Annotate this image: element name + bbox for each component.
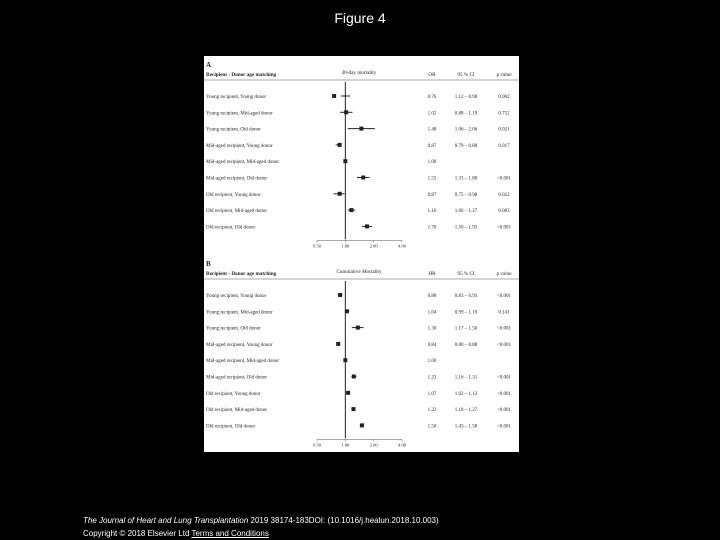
estimate-marker [344, 110, 348, 114]
journal-name: The Journal of Heart and Lung Transplantation [83, 516, 249, 525]
x-axis-tick-label: 0.50 [313, 243, 321, 249]
row-label: Mid-aged recipient, Mid-aged donor [206, 359, 280, 365]
ci-value: 0.83 – 0.93 [454, 294, 478, 299]
row-label: Old recipient, Old donor [206, 424, 256, 430]
x-axis-tick-label: 2.00 [369, 243, 378, 249]
ratio-value: 1.02 [427, 111, 437, 117]
ratio-value: 1.55 [427, 176, 437, 182]
p-value: 0.002 [498, 95, 510, 100]
ci-value: 0.99 – 1.10 [454, 310, 478, 316]
p-value: <0.001 [496, 326, 512, 332]
ci-value: 0.79 – 0.88 [454, 143, 478, 149]
row-label: Old recipient, Young donor [206, 391, 261, 397]
ratio-value: 1.07 [427, 391, 437, 397]
p-value: 0.752 [498, 111, 510, 117]
column-header-p: p value [496, 72, 512, 78]
estimate-marker [356, 326, 360, 330]
column-header-outcome: Cumulative Mortality [336, 269, 382, 275]
slide-title: Figure 4 [334, 10, 386, 26]
ratio-value: 1.23 [427, 375, 437, 381]
p-value: <0.001 [496, 391, 512, 397]
ci-value: 1.06 – 2.06 [454, 127, 478, 133]
ci-value: 0.80 – 0.88 [454, 342, 478, 348]
column-header-ci: 95 % CI [457, 72, 475, 78]
ci-value: 1.50 – 1.93 [454, 225, 478, 231]
column-header-ci: 95 % CI [457, 271, 475, 277]
estimate-marker [349, 208, 353, 212]
panel-label: A [206, 61, 212, 69]
row-label: Mid-aged recipient, Old donor [206, 375, 268, 381]
p-value: <0.001 [496, 225, 512, 231]
ci-value: 1.12 – 0.90 [454, 95, 478, 100]
estimate-marker [361, 176, 365, 180]
forest-plot-svg [204, 56, 519, 452]
row-label: Old recipient, Young donor [206, 192, 261, 198]
row-label: Young recipient, Young donor [206, 95, 267, 100]
x-axis-tick-label: 1.00 [341, 243, 350, 249]
p-value: <0.001 [496, 375, 512, 381]
x-axis-tick-label: 0.50 [313, 442, 321, 448]
estimate-marker [351, 407, 355, 411]
ratio-value: 1.00 [427, 160, 437, 166]
estimate-marker [343, 358, 347, 362]
ratio-value: 0.87 [427, 143, 437, 149]
forest-plot-figure [204, 56, 519, 452]
ratio-value: 0.84 [427, 342, 437, 348]
estimate-marker [338, 293, 342, 297]
column-header-p: p value [496, 271, 512, 277]
estimate-marker [332, 94, 336, 98]
terms-link[interactable]: Terms and Conditions [191, 529, 269, 538]
ci-value: 1.02 – 1.12 [454, 391, 478, 397]
estimate-marker [338, 192, 342, 196]
row-label: Mid-aged recipient, Young donor [206, 342, 273, 348]
x-axis-tick-label: 4.00 [398, 243, 406, 249]
ratio-value: 1.50 [427, 424, 437, 430]
p-value: 0.022 [498, 192, 510, 198]
p-value: 0.141 [498, 310, 510, 316]
estimate-marker [336, 342, 340, 346]
p-value: 0.021 [498, 127, 510, 133]
ratio-value: 1.70 [427, 225, 437, 231]
ratio-value: 1.36 [427, 326, 437, 332]
x-axis-tick-label: 4.00 [398, 442, 406, 448]
ci-value: 1.18 – 1.27 [454, 408, 478, 414]
ci-value: 0.88 – 1.19 [454, 111, 478, 117]
figure-caption [83, 515, 439, 538]
row-label: Old recipient, Old donor [206, 225, 256, 231]
row-label: Old recipient, Mid-aged donor [206, 408, 268, 414]
copyright-text: Copyright © 2018 Elsevier Ltd [83, 529, 192, 538]
ci-value: 1.06 – 1.27 [454, 209, 478, 215]
ci-value: 1.16 – 1.31 [454, 375, 478, 381]
column-header-name: Recipient - Donor age matching [206, 271, 277, 277]
p-value: 0.003 [498, 209, 510, 215]
ci-value: 0.75 – 0.98 [454, 192, 478, 198]
ratio-value: 1.22 [427, 408, 437, 414]
estimate-marker [346, 391, 350, 395]
p-value: <0.001 [496, 424, 512, 430]
column-header-ratio: HR [428, 271, 436, 277]
estimate-marker [365, 224, 369, 228]
p-value: <0.001 [496, 294, 512, 299]
x-axis-tick-label: 2.00 [369, 442, 378, 448]
ratio-value: 1.00 [427, 359, 437, 365]
x-axis-tick-label: 1.00 [341, 442, 350, 448]
ratio-value: 1.04 [427, 310, 437, 316]
ratio-value: 0.87 [427, 192, 437, 198]
estimate-marker [345, 309, 349, 313]
ratio-value: 0.76 [427, 95, 437, 100]
ci-value: 1.33 – 1.80 [454, 176, 478, 182]
p-value: 0.017 [498, 143, 510, 149]
p-value: <0.001 [496, 408, 512, 414]
row-label: Old recipient, Mid-aged donor [206, 209, 268, 215]
column-header-ratio: OR [428, 72, 436, 78]
column-header-outcome: 30-day mortality [341, 70, 377, 76]
ratio-value: 1.16 [427, 209, 437, 215]
estimate-marker [343, 159, 347, 163]
row-label: Young recipient, Old donor [206, 127, 261, 133]
estimate-marker [359, 127, 363, 131]
ratio-value: 1.48 [427, 127, 437, 133]
row-label: Mid-aged recipient, Old donor [206, 176, 268, 182]
row-label: Mid-aged recipient, Mid-aged donor [206, 160, 280, 166]
row-label: Young recipient, Young donor [206, 294, 267, 299]
row-label: Young recipient, Old donor [206, 326, 261, 332]
citation-text: 2019 38174-183DOI: (10.1016/j.healun.2018.10.003) [248, 516, 439, 525]
row-label: Mid-aged recipient, Young donor [206, 143, 273, 149]
ci-value: 1.43 – 1.58 [454, 424, 478, 430]
row-label: Young recipient, Mid-aged donor [206, 310, 273, 316]
estimate-marker [338, 143, 342, 147]
ratio-value: 0.88 [427, 294, 437, 299]
column-header-name: Recipient - Donor age matching [206, 72, 277, 78]
estimate-marker [360, 423, 364, 427]
estimate-marker [352, 375, 356, 379]
ci-value: 1.17 – 1.56 [454, 326, 478, 332]
row-label: Young recipient, Mid-aged donor [206, 111, 273, 117]
p-value: <0.001 [496, 342, 512, 348]
p-value: <0.001 [496, 176, 512, 182]
panel-label: B [206, 260, 211, 268]
